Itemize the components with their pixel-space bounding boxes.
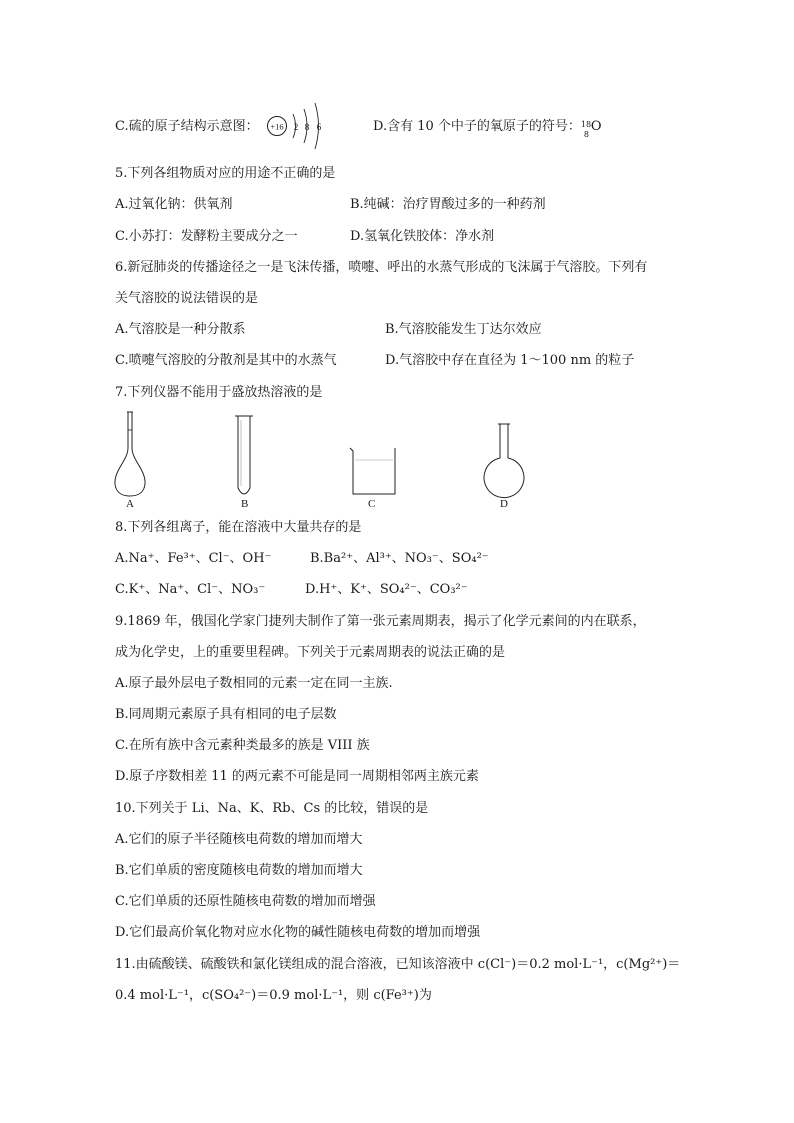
glassware-svg — [100, 408, 550, 503]
q8-option-d: D.H⁺、K⁺、SO₄²⁻、CO₃²⁻ — [305, 582, 468, 597]
beaker-icon — [350, 448, 395, 494]
q10-stem: 10.下列关于 Li、Na、K、Rb、Cs 的比较，错误的是 — [115, 801, 429, 816]
q8-stem: 8.下列各组离子，能在溶液中大量共存的是 — [115, 520, 362, 535]
q5-option-b: B.纯碱：治疗胃酸过多的一种药剂 — [350, 197, 546, 212]
q9-option-a: A.原子最外层电子数相同的元素一定在同一主族. — [115, 676, 393, 691]
q9-option-d: D.原子序数相差 11 的两元素不可能是同一周期相邻两主族元素 — [115, 769, 479, 784]
q6-stem-line-2: 关气溶胶的说法错误的是 — [115, 291, 259, 306]
q8-option-b: B.Ba²⁺、Al³⁺、NO₃⁻、SO₄²⁻ — [310, 551, 489, 566]
q10-option-a: A.它们的原子半径随核电荷数的增加而增大 — [115, 832, 363, 847]
q11-stem-line-2: 0.4 mol·L⁻¹，c(SO₄²⁻)＝0.9 mol·L⁻¹，则 c(Fe³⁺)为 — [115, 988, 432, 1003]
shell-3-electrons: 6 — [316, 122, 322, 132]
q4-option-d-text: D.含有 10 个中子的氧原子的符号： — [373, 119, 581, 134]
atom-diagram-svg — [265, 100, 335, 150]
q6-option-c: C.喷嚏气溶胶的分散剂是其中的水蒸气 — [115, 353, 337, 368]
q5-stem: 5.下列各组物质对应的用途不正确的是 — [115, 166, 336, 181]
q4-option-d — [373, 117, 603, 137]
isotope-mass-number: 18 — [580, 120, 592, 129]
q5-option-d: D.氢氧化铁胶体：净水剂 — [350, 229, 495, 244]
glassware-label-c: C — [368, 498, 376, 510]
isotope-symbol — [581, 117, 603, 137]
q6-option-b: B.气溶胶能发生丁达尔效应 — [385, 322, 542, 337]
q9-option-b: B.同周期元素原子具有相同的电子层数 — [115, 707, 337, 722]
q6-option-a: A.气溶胶是一种分散系 — [115, 322, 246, 337]
glassware-label-d: D — [500, 498, 508, 510]
q10-option-b: B.它们单质的密度随核电荷数的增加而增大 — [115, 863, 363, 878]
q5-option-a: A.过氧化钠：供氧剂 — [115, 197, 233, 212]
q11-stem-line-1: 11.由硫酸镁、硫酸铁和氯化镁组成的混合溶液，已知该溶液中 c(Cl⁻)＝0.2 mol·L⁻¹，c(Mg²⁺)＝ — [115, 957, 681, 972]
q7-stem: 7.下列仪器不能用于盛放热溶液的是 — [115, 385, 323, 400]
round-bottom-flask-icon — [484, 424, 524, 498]
shell-1-electrons: 2 — [293, 122, 299, 132]
glassware-label-a: A — [126, 498, 134, 510]
q4-option-c-text: C.硫的原子结构示意图： — [115, 119, 259, 134]
q9-stem-line-2: 成为化学史，上的重要里程碑。下列关于元素周期表的说法正确的是 — [115, 645, 506, 660]
q9-stem-line-1: 9.1869 年，俄国化学家门捷列夫制作了第一张元素周期表，揭示了化学元素间的内在联系， — [115, 614, 646, 629]
q6-stem-line-1: 6.新冠肺炎的传播途径之一是飞沫传播，喷嚏、呼出的水蒸气形成的飞沫属于气溶胶。下列有 — [115, 260, 648, 275]
q6-option-d: D.气溶胶中存在直径为 1～100 nm 的粒子 — [385, 353, 635, 368]
glassware-figure — [100, 408, 550, 516]
q5-option-c: C.小苏打：发酵粉主要成分之一 — [115, 229, 298, 244]
shell-2-electrons: 8 — [304, 122, 310, 132]
q9-option-c: C.在所有族中含元素种类最多的族是 VIII 族 — [115, 738, 370, 753]
isotope-atomic-number: 8 — [583, 130, 589, 139]
nucleus-charge: +16 — [270, 121, 284, 132]
q10-option-c: C.它们单质的还原性随核电荷数的增加而增强 — [115, 894, 376, 909]
glassware-label-b: B — [241, 498, 249, 510]
isotope-element: O — [590, 119, 602, 134]
test-tube-icon — [235, 416, 253, 494]
volumetric-flask-icon — [115, 412, 145, 496]
q8-option-c: C.K⁺、Na⁺、Cl⁻、NO₃⁻ — [115, 582, 266, 597]
q8-option-a: A.Na⁺、Fe³⁺、Cl⁻、OH⁻ — [115, 551, 272, 566]
sulfur-atom-structure-diagram — [265, 100, 335, 150]
q10-option-d: D.它们最高价氧化物对应水化物的碱性随核电荷数的增加而增强 — [115, 925, 481, 940]
